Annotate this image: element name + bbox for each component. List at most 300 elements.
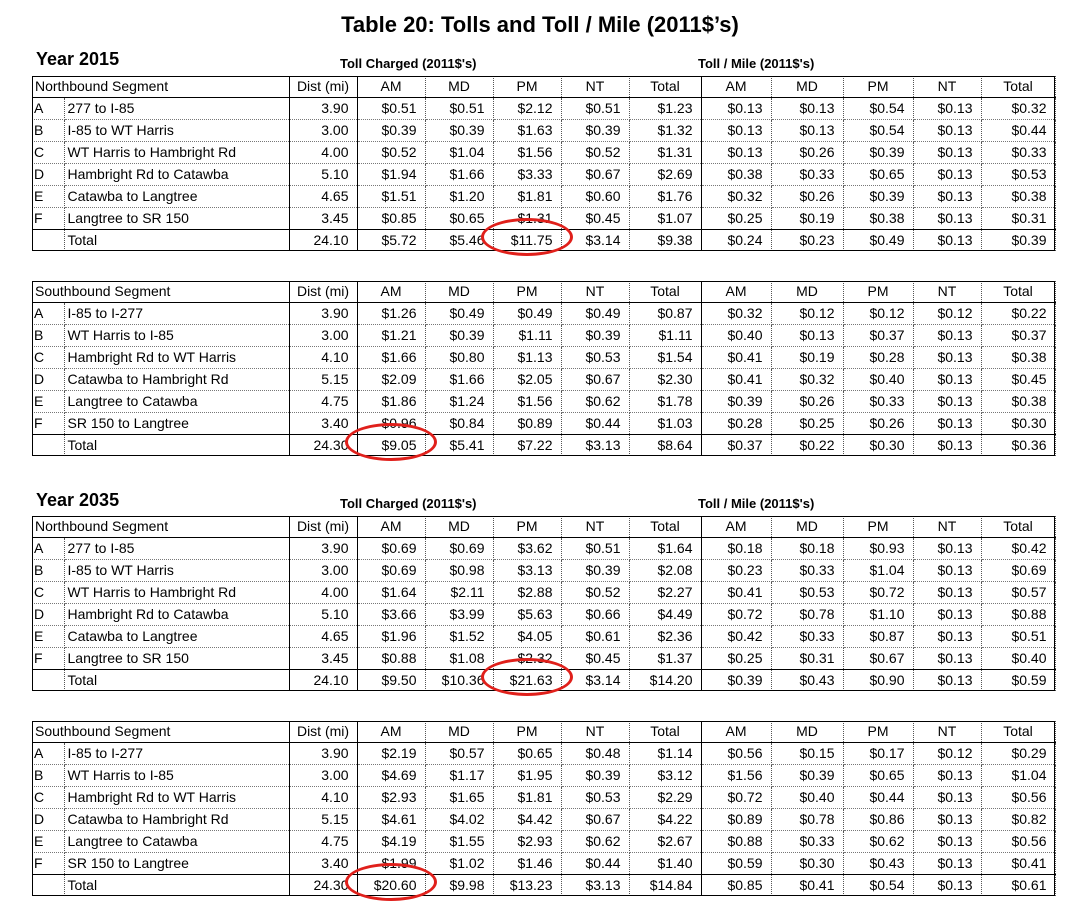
column-header: Total — [629, 516, 701, 538]
total-row — [32, 435, 1055, 457]
table-cell: $2.67 — [629, 831, 701, 853]
segment-letter: A — [32, 303, 64, 325]
column-header: Dist (mi) — [289, 281, 357, 303]
table-cell: $0.80 — [425, 347, 493, 369]
segment-name: SR 150 to Langtree — [64, 853, 289, 875]
total-cell: $0.90 — [843, 670, 913, 692]
table-cell: $0.56 — [981, 831, 1055, 853]
table-cell: $2.93 — [357, 787, 425, 809]
table-cell: $1.81 — [493, 787, 561, 809]
total-cell: 24.30 — [289, 875, 357, 897]
table-cell: $0.28 — [843, 347, 913, 369]
table-cell: $0.57 — [425, 743, 493, 765]
column-header: AM — [701, 281, 771, 303]
table-cell: $0.25 — [701, 208, 771, 230]
table-cell: $0.40 — [771, 787, 843, 809]
table-header-row — [32, 76, 1055, 98]
table-cell: $0.13 — [913, 765, 981, 787]
table-cell: $1.11 — [493, 325, 561, 347]
table-row — [32, 208, 1055, 230]
total-cell: $21.63 — [493, 670, 561, 692]
column-header: AM — [357, 76, 425, 98]
table-cell: $0.15 — [771, 743, 843, 765]
total-cell: $0.43 — [771, 670, 843, 692]
total-cell: $5.46 — [425, 230, 493, 252]
table-row — [32, 743, 1055, 765]
table-row — [32, 765, 1055, 787]
table-cell: $2.32 — [493, 648, 561, 670]
table-cell: $0.78 — [771, 809, 843, 831]
segment-name: WT Harris to I-85 — [64, 765, 289, 787]
total-cell: $0.85 — [701, 875, 771, 897]
total-cell: $20.60 — [357, 875, 425, 897]
northbound-table-2015 — [32, 76, 1056, 251]
segment-name: Langtree to Catawba — [64, 831, 289, 853]
table-cell: $0.13 — [771, 98, 843, 120]
table-cell: $3.66 — [357, 604, 425, 626]
table-cell: $1.64 — [629, 538, 701, 560]
table-cell: $0.67 — [843, 648, 913, 670]
table-cell: $0.67 — [561, 809, 629, 831]
table-cell: $0.62 — [843, 831, 913, 853]
table-cell: $0.41 — [701, 347, 771, 369]
segment-letter: E — [32, 626, 64, 648]
table-row — [32, 413, 1055, 435]
table-cell: 4.10 — [289, 347, 357, 369]
table-row — [32, 325, 1055, 347]
table-cell: $0.29 — [981, 743, 1055, 765]
southbound-table-2035 — [32, 721, 1056, 896]
table-cell: $0.51 — [561, 538, 629, 560]
table-cell: $0.87 — [843, 626, 913, 648]
total-label: Total — [64, 435, 289, 457]
table-cell: $0.65 — [425, 208, 493, 230]
table-cell: 4.65 — [289, 186, 357, 208]
table-cell: $1.04 — [843, 560, 913, 582]
table-cell: $0.30 — [981, 413, 1055, 435]
table-cell: $0.12 — [771, 303, 843, 325]
table-row — [32, 164, 1055, 186]
total-row — [32, 875, 1055, 897]
table-header-row — [32, 721, 1055, 743]
table-cell: $1.99 — [357, 853, 425, 875]
table-row — [32, 831, 1055, 853]
total-cell: $0.59 — [981, 670, 1055, 692]
total-cell: $3.14 — [561, 670, 629, 692]
table-cell: $0.39 — [561, 560, 629, 582]
table-cell: $0.88 — [981, 604, 1055, 626]
total-cell: $8.64 — [629, 435, 701, 457]
table-header-row — [32, 281, 1055, 303]
table-cell: $0.72 — [701, 604, 771, 626]
segment-letter: C — [32, 787, 64, 809]
table-cell: $0.40 — [843, 369, 913, 391]
table-row — [32, 853, 1055, 875]
table-cell: $0.17 — [843, 743, 913, 765]
table-cell: $1.56 — [493, 391, 561, 413]
table-cell: 3.90 — [289, 538, 357, 560]
table-row — [32, 369, 1055, 391]
column-header: PM — [843, 76, 913, 98]
segment-header: Northbound Segment — [32, 516, 289, 538]
table-cell: $0.13 — [701, 120, 771, 142]
column-header: Dist (mi) — [289, 76, 357, 98]
table-cell: $1.17 — [425, 765, 493, 787]
table-cell: $0.39 — [561, 765, 629, 787]
table-cell: $0.48 — [561, 743, 629, 765]
total-cell: $0.54 — [843, 875, 913, 897]
table-cell: $1.07 — [629, 208, 701, 230]
table-cell: $0.51 — [981, 626, 1055, 648]
table-cell: $0.13 — [913, 831, 981, 853]
column-header: NT — [913, 721, 981, 743]
segment-name: Catawba to Langtree — [64, 186, 289, 208]
segment-letter: F — [32, 648, 64, 670]
table-cell: $0.98 — [425, 560, 493, 582]
table-cell: $0.89 — [701, 809, 771, 831]
table-cell: $1.52 — [425, 626, 493, 648]
table-cell: $1.31 — [493, 208, 561, 230]
table-cell: 4.10 — [289, 787, 357, 809]
table-cell: $0.41 — [701, 582, 771, 604]
total-cell: $7.22 — [493, 435, 561, 457]
table-cell: $0.39 — [425, 325, 493, 347]
table-cell: $0.66 — [561, 604, 629, 626]
table-cell: $0.13 — [913, 626, 981, 648]
table-cell: $0.62 — [561, 831, 629, 853]
table-cell: $0.87 — [629, 303, 701, 325]
table-cell: $0.13 — [913, 164, 981, 186]
column-header: AM — [357, 721, 425, 743]
table-cell: $0.19 — [771, 347, 843, 369]
table-cell: $0.13 — [913, 582, 981, 604]
table-cell: $2.08 — [629, 560, 701, 582]
table-cell: $0.31 — [981, 208, 1055, 230]
table-cell: $0.89 — [493, 413, 561, 435]
column-header: MD — [771, 721, 843, 743]
table-cell: $0.67 — [561, 369, 629, 391]
table-cell: $0.84 — [425, 413, 493, 435]
table-cell: $5.63 — [493, 604, 561, 626]
table-cell: 3.45 — [289, 208, 357, 230]
table-cell: $0.13 — [913, 853, 981, 875]
table-cell: $0.52 — [561, 142, 629, 164]
table-row — [32, 98, 1055, 120]
table-cell: $0.13 — [913, 560, 981, 582]
total-cell: $13.23 — [493, 875, 561, 897]
segment-letter: F — [32, 208, 64, 230]
table-cell: $3.62 — [493, 538, 561, 560]
table-cell: 5.10 — [289, 164, 357, 186]
table-cell: $0.39 — [425, 120, 493, 142]
total-row — [32, 230, 1055, 252]
column-header: NT — [913, 76, 981, 98]
table-cell: $1.14 — [629, 743, 701, 765]
table-cell: 4.00 — [289, 142, 357, 164]
table-cell: $0.39 — [843, 186, 913, 208]
table-cell: $0.93 — [843, 538, 913, 560]
year-heading-2035: Year 2035 — [36, 490, 120, 510]
table-cell: $1.95 — [493, 765, 561, 787]
page-title: Table 20: Tolls and Toll / Mile (2011$’s) — [341, 12, 739, 37]
table-cell: $0.54 — [843, 120, 913, 142]
table-cell: $0.49 — [425, 303, 493, 325]
table-cell: $4.02 — [425, 809, 493, 831]
table-cell: $0.25 — [771, 413, 843, 435]
table-cell: $0.65 — [843, 765, 913, 787]
total-cell: $14.84 — [629, 875, 701, 897]
table-cell: $1.31 — [629, 142, 701, 164]
table-cell: $0.13 — [701, 142, 771, 164]
column-header: PM — [493, 281, 561, 303]
table-cell: $0.13 — [913, 391, 981, 413]
column-header: MD — [771, 516, 843, 538]
total-cell: 24.10 — [289, 670, 357, 692]
segment-name: 277 to I-85 — [64, 538, 289, 560]
table-cell: $0.53 — [771, 582, 843, 604]
table-cell: 5.10 — [289, 604, 357, 626]
table-cell: $0.22 — [981, 303, 1055, 325]
table-cell: $3.12 — [629, 765, 701, 787]
table-cell: $0.41 — [701, 369, 771, 391]
total-label: Total — [64, 875, 289, 897]
total-cell — [32, 670, 64, 692]
table-cell: $0.33 — [771, 831, 843, 853]
table-cell: $4.69 — [357, 765, 425, 787]
total-cell — [32, 230, 64, 252]
total-cell: $11.75 — [493, 230, 561, 252]
segment-letter: A — [32, 98, 64, 120]
table-cell: $4.19 — [357, 831, 425, 853]
table-cell: $0.65 — [843, 164, 913, 186]
column-header: AM — [701, 721, 771, 743]
table-cell: $1.66 — [425, 369, 493, 391]
table-cell: $1.32 — [629, 120, 701, 142]
column-header: AM — [701, 76, 771, 98]
table-cell: $0.69 — [425, 538, 493, 560]
table-cell: $1.26 — [357, 303, 425, 325]
column-header: PM — [843, 721, 913, 743]
table-cell: $1.03 — [629, 413, 701, 435]
column-header: Total — [981, 721, 1055, 743]
column-header: AM — [701, 516, 771, 538]
table-cell: $0.72 — [701, 787, 771, 809]
table-cell: $0.38 — [701, 164, 771, 186]
segment-name: Hambright Rd to WT Harris — [64, 787, 289, 809]
total-cell — [32, 435, 64, 457]
table-row — [32, 347, 1055, 369]
table-cell: $2.88 — [493, 582, 561, 604]
table-cell: $4.05 — [493, 626, 561, 648]
table-cell: $1.54 — [629, 347, 701, 369]
table-cell: $2.05 — [493, 369, 561, 391]
table-cell: $1.11 — [629, 325, 701, 347]
table-cell: $0.37 — [981, 325, 1055, 347]
table-row — [32, 787, 1055, 809]
table-cell: $0.26 — [843, 413, 913, 435]
table-cell: $0.13 — [701, 98, 771, 120]
table-cell: $4.49 — [629, 604, 701, 626]
table-cell: $1.81 — [493, 186, 561, 208]
table-cell: $0.39 — [357, 120, 425, 142]
table-cell: $1.94 — [357, 164, 425, 186]
total-cell: $0.23 — [771, 230, 843, 252]
column-header: NT — [913, 281, 981, 303]
table-cell: $2.69 — [629, 164, 701, 186]
table-cell: $1.37 — [629, 648, 701, 670]
total-cell: $0.36 — [981, 435, 1055, 457]
table-cell: $0.54 — [843, 98, 913, 120]
table-cell: $0.69 — [981, 560, 1055, 582]
column-header: MD — [425, 721, 493, 743]
table-cell: $0.31 — [771, 648, 843, 670]
table-row — [32, 604, 1055, 626]
column-header: PM — [843, 281, 913, 303]
table-cell: 3.40 — [289, 413, 357, 435]
table-cell: $0.56 — [701, 743, 771, 765]
table-cell: $1.55 — [425, 831, 493, 853]
table-cell: $1.65 — [425, 787, 493, 809]
table-cell: $0.44 — [561, 413, 629, 435]
table-cell: $0.42 — [701, 626, 771, 648]
table-cell: $1.04 — [425, 142, 493, 164]
column-header: AM — [357, 281, 425, 303]
table-cell: $0.38 — [843, 208, 913, 230]
total-cell: $9.98 — [425, 875, 493, 897]
total-cell: $3.14 — [561, 230, 629, 252]
table-row — [32, 142, 1055, 164]
table-cell: $0.12 — [913, 743, 981, 765]
table-cell: $0.40 — [701, 325, 771, 347]
table-cell: $0.53 — [561, 347, 629, 369]
table-cell: $0.44 — [981, 120, 1055, 142]
segment-name: WT Harris to I-85 — [64, 325, 289, 347]
segment-letter: F — [32, 413, 64, 435]
year-heading-2015: Year 2015 — [36, 49, 120, 69]
total-label: Total — [64, 230, 289, 252]
table-cell: $3.13 — [493, 560, 561, 582]
total-cell: 24.10 — [289, 230, 357, 252]
table-cell: $1.96 — [357, 626, 425, 648]
table-cell: $0.13 — [913, 604, 981, 626]
table-cell: $2.27 — [629, 582, 701, 604]
northbound-table-2035 — [32, 516, 1056, 691]
table-cell: $0.33 — [981, 142, 1055, 164]
table-cell: $0.13 — [913, 809, 981, 831]
table-cell: $0.56 — [981, 787, 1055, 809]
table-cell: $0.32 — [981, 98, 1055, 120]
column-header: Total — [629, 281, 701, 303]
table-cell: $0.33 — [771, 560, 843, 582]
table-cell: $0.72 — [843, 582, 913, 604]
table-cell: $0.28 — [701, 413, 771, 435]
table-cell: $1.76 — [629, 186, 701, 208]
table-cell: $3.99 — [425, 604, 493, 626]
table-cell: $0.88 — [701, 831, 771, 853]
table-cell: $0.33 — [771, 626, 843, 648]
table-cell: $0.45 — [561, 208, 629, 230]
table-cell: $1.10 — [843, 604, 913, 626]
total-cell: $0.41 — [771, 875, 843, 897]
segment-name: I-85 to WT Harris — [64, 120, 289, 142]
table-cell: $2.19 — [357, 743, 425, 765]
total-cell: $9.05 — [357, 435, 425, 457]
table-row — [32, 648, 1055, 670]
table-cell: $1.56 — [493, 142, 561, 164]
table-cell: 3.45 — [289, 648, 357, 670]
column-header: MD — [771, 281, 843, 303]
group-label-toll-charged: Toll Charged (2011$'s) — [340, 56, 477, 71]
table-cell: $0.88 — [357, 648, 425, 670]
table-cell: $0.39 — [771, 765, 843, 787]
column-header: Dist (mi) — [289, 516, 357, 538]
table-row — [32, 538, 1055, 560]
table-cell: 4.00 — [289, 582, 357, 604]
table-cell: $0.39 — [843, 142, 913, 164]
table-row — [32, 560, 1055, 582]
total-cell: $14.20 — [629, 670, 701, 692]
segment-letter: C — [32, 347, 64, 369]
table-cell: $0.38 — [981, 186, 1055, 208]
table-cell: $1.40 — [629, 853, 701, 875]
table-cell: $0.32 — [701, 186, 771, 208]
table-cell: $0.62 — [561, 391, 629, 413]
table-cell: $0.67 — [561, 164, 629, 186]
table-cell: $2.09 — [357, 369, 425, 391]
table-cell: $1.21 — [357, 325, 425, 347]
segment-name: 277 to I-85 — [64, 98, 289, 120]
table-row — [32, 809, 1055, 831]
column-header: PM — [493, 516, 561, 538]
column-header: NT — [561, 516, 629, 538]
table-cell: $0.51 — [561, 98, 629, 120]
segment-name: Catawba to Hambright Rd — [64, 369, 289, 391]
table-cell: $2.93 — [493, 831, 561, 853]
segment-letter: A — [32, 538, 64, 560]
table-cell: $4.61 — [357, 809, 425, 831]
table-cell: $1.13 — [493, 347, 561, 369]
table-cell: $2.36 — [629, 626, 701, 648]
table-cell: $0.40 — [981, 648, 1055, 670]
segment-letter: B — [32, 325, 64, 347]
table-cell: $0.32 — [701, 303, 771, 325]
table-cell: $1.24 — [425, 391, 493, 413]
table-cell: $1.64 — [357, 582, 425, 604]
table-cell: 3.90 — [289, 303, 357, 325]
table-cell: $1.78 — [629, 391, 701, 413]
table-cell: $1.66 — [357, 347, 425, 369]
total-cell: $9.38 — [629, 230, 701, 252]
segment-letter: D — [32, 809, 64, 831]
segment-name: Catawba to Langtree — [64, 626, 289, 648]
table-cell: $0.18 — [771, 538, 843, 560]
table-cell: $1.56 — [701, 765, 771, 787]
table-cell: $0.13 — [913, 186, 981, 208]
table-cell: $0.13 — [913, 208, 981, 230]
segment-letter: D — [32, 604, 64, 626]
table-cell: $0.85 — [357, 208, 425, 230]
table-cell: $0.60 — [561, 186, 629, 208]
table-cell: $0.13 — [913, 120, 981, 142]
segment-name: I-85 to I-277 — [64, 743, 289, 765]
total-cell: $0.39 — [981, 230, 1055, 252]
table-row — [32, 186, 1055, 208]
table-cell: $0.38 — [981, 347, 1055, 369]
table-cell: $1.23 — [629, 98, 701, 120]
table-cell: $0.33 — [843, 391, 913, 413]
table-cell: 4.75 — [289, 831, 357, 853]
table-cell: $0.49 — [561, 303, 629, 325]
